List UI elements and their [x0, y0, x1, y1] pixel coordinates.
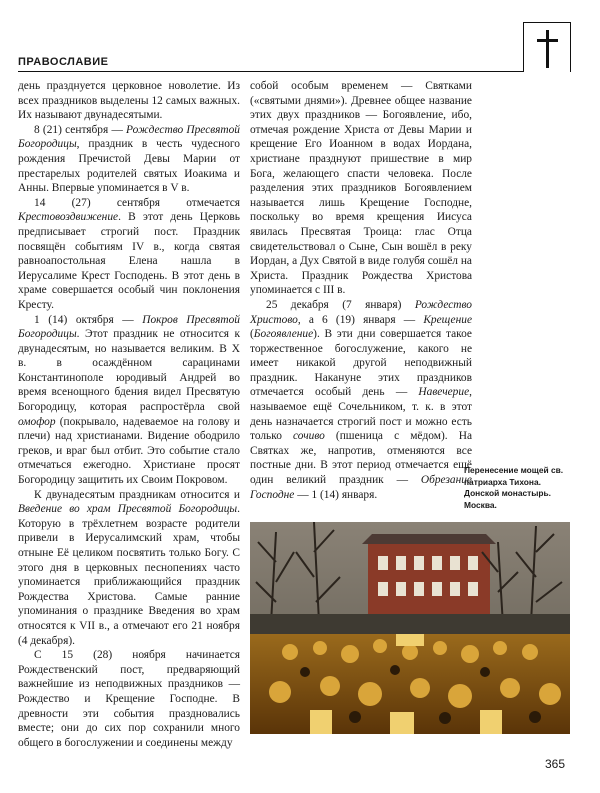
text-run: , называемое ещё Сочельником, т. к. в этот день назначается строгий пост и можно есть только — [250, 386, 472, 443]
italic-term: Покров Пресвятой Богородицы — [18, 313, 240, 341]
text-run: . Которую в трёхлетнем возрасте родители привели в Иерусалимский храм, чтобы отныне Её целиком посвятить только Богу. С этого дня в церковных песнопениях часто упоминается приближающийся праздник Рождества Христова. Самые ранние упоминания о празднике Введения во храм относятся к VII в., а отмечают его 21 ноября (4 декабря). — [18, 503, 240, 647]
text-run: . В этот день Церковь предписывает строгий пост. Праздник посвящён событиям IV в., когда святая равноапостольная Елена нашла в Иерусалиме Крест Господень. В этот день в храме совершается особый чин поклонения Кресту. — [18, 211, 240, 311]
italic-term: Обрезание Господне — [250, 474, 472, 501]
text-run: — 1 (14) января. — [294, 488, 378, 501]
text-run: 14 (27) сентября отмечается — [34, 196, 240, 209]
paragraph — [18, 648, 240, 750]
paragraph — [18, 313, 240, 488]
paragraph — [18, 488, 240, 649]
paragraph — [18, 196, 240, 313]
text-column-left — [18, 79, 240, 750]
paragraph — [250, 298, 472, 502]
text-run: ). В эти дни совершается такое торжественное богослужение, какого не имеет никакой другой неподвижный праздник. Накануне этих праздников отмечается особый день — — [250, 328, 472, 399]
italic-term: Богоявление — [253, 328, 314, 341]
italic-term: сочиво — [293, 430, 325, 443]
text-run: . Этот праздник не относится к двунадесятым, но называется великим. В X в. в осаждённом сарацинами Константинополе юродивый Андрей во время всенощного бдения видел Пресвятую Богородицу, которая распростёрла свой — [18, 328, 240, 414]
text-run: 25 декабря (7 января) — [266, 298, 415, 311]
text-run: ( — [250, 328, 254, 341]
paragraph — [18, 123, 240, 196]
section-label: ПРАВОСЛАВИЕ — [18, 56, 109, 68]
italic-term: Крестовоздвижение — [18, 211, 119, 224]
text-run: , праздник в честь чудесного рождения Пречистой Девы Марии от престарелых родителей святых Иоакима и Анны. Впервые упоминается в V в. — [18, 138, 240, 195]
text-run: К двунадесятым праздникам относится и — [34, 488, 240, 501]
italic-term: Рождество Христово — [250, 298, 472, 326]
text-run: , а 6 (19) января — — [297, 313, 424, 326]
photo-caption: Перенесение мощей св. патриарха Тихона. Донской монастырь. Москва. — [464, 465, 564, 510]
italic-term: омофор — [18, 415, 56, 428]
header-rule — [18, 71, 523, 72]
procession-photo — [250, 522, 570, 734]
text-run: (покрывало, надеваемое на голову и плечи) над христианами. Видение ободрило греков, и враг был отбит. Это событие стало отмечаться ежегодно. Христиане просят Богородицу защитить их Своим Покровом. — [18, 415, 240, 487]
paragraph — [250, 79, 472, 298]
cross-box — [523, 22, 571, 72]
orthodox-cross-icon — [524, 23, 572, 73]
italic-term: Крещение — [423, 313, 472, 326]
italic-term: Навечерие — [418, 386, 470, 399]
text-run: 8 (21) сентября — — [34, 123, 127, 136]
text-column-right — [250, 79, 472, 502]
page-number: 365 — [545, 757, 566, 771]
text-run: С 15 (28) ноября начинается Рождественский пост, предваряющий важнейшие из неподвижных праздников — Рождество и Крещение Господне. В древности эти события праздновались вместе; они до сих пор сохранили много общего в богослужении и соединены между — [18, 649, 240, 749]
text-run: собой особым временем — Святками («святыми днями»). Древнее общее название этих двух праздников — Богоявление, ибо, отмечая рождение Христа от Девы Марии и крещение Его Иоанном в водах Иордана, христиане празднуют пришествие в мир Бога, желающего спасти человека. После разделения этих праздников Богоявлением называется лишь Крещение Господне, поскольку во время крещения Иисуса явилась Пресвятая Троица: глас Отца свидетельствовал о Сыне, Сын вошёл в реку Иордан, а Дух Святой в виде голубя сошёл на Христа. Праздник Рождества Христова упоминается с III в. — [250, 80, 472, 297]
paragraph — [18, 79, 240, 123]
text-run: 1 (14) октября — — [34, 313, 143, 326]
italic-term: Введение во храм Пресвятой Богородицы — [18, 503, 238, 516]
text-run: день празднуется церковное новолетие. Из всех праздников выделены 12 самых важных. Их называют двунадесятыми. — [18, 80, 240, 122]
italic-term: Рождество Пресвятой Богородицы — [18, 123, 240, 151]
text-run: (пшеница с мёдом). На Святках же, напротив, отменяются все постные дни. В этот период отмечается ещё один великий праздник — — [250, 430, 472, 487]
